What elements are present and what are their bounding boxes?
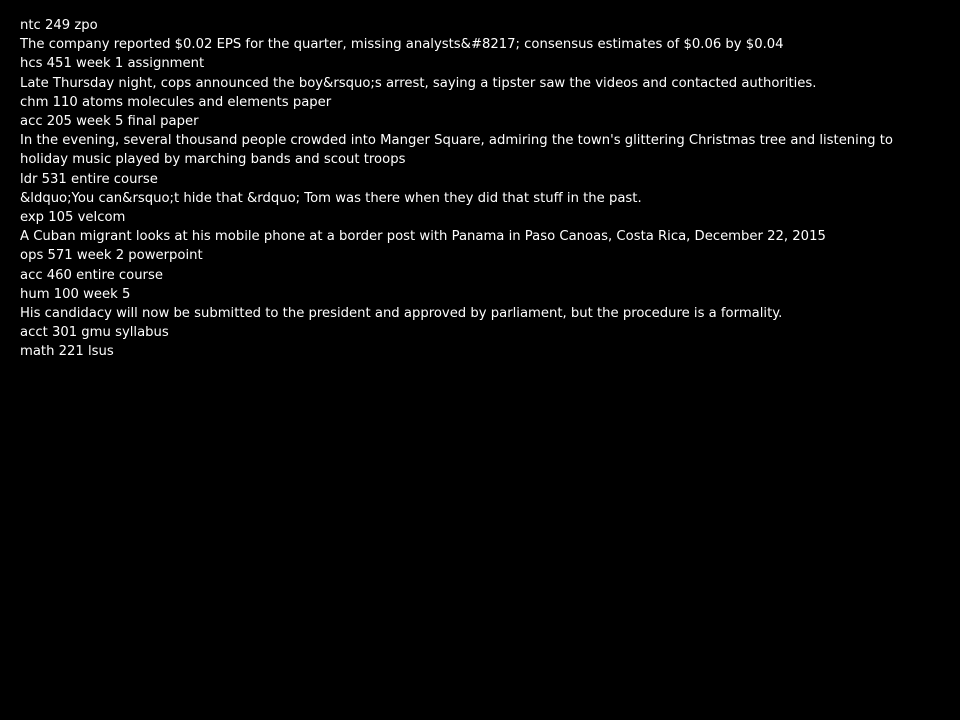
text-line: math 221 lsus	[20, 344, 114, 360]
text-lines	[20, 16, 940, 362]
text-line: His candidacy will now be submitted to the president and approved by parliament, but the procedure is a formality.	[20, 306, 783, 322]
text-line: In the evening, several thousand people crowded into Manger Square, admiring the town's glittering Christmas tree and listening to holiday music played by marching bands and scout troops	[20, 133, 893, 168]
text-line: hum 100 week 5	[20, 286, 131, 302]
text-line: &ldquo;You can&rsquo;t hide that &rdquo; Tom was there when they did that stuff in the past.	[20, 190, 642, 206]
text-line: acc 205 week 5 final paper	[20, 114, 199, 130]
text-line: exp 105 velcom	[20, 210, 126, 226]
text-line: ldr 531 entire course	[20, 171, 158, 187]
text-line: Late Thursday night, cops announced the boy&rsquo;s arrest, saying a tipster saw the videos and contacted authorities.	[20, 75, 817, 91]
text-line: The company reported $0.02 EPS for the quarter, missing analysts&#8217; consensus estimates of $0.06 by $0.04	[20, 37, 784, 53]
text-line: A Cuban migrant looks at his mobile phone at a border post with Panama in Paso Canoas, Costa Rica, December 22, 2015	[20, 229, 826, 245]
text-line: acct 301 gmu syllabus	[20, 325, 169, 341]
text-line: chm 110 atoms molecules and elements paper	[20, 94, 332, 110]
text-line: acc 460 entire course	[20, 267, 163, 283]
text-line: ops 571 week 2 powerpoint	[20, 248, 203, 264]
text-line: hcs 451 week 1 assignment	[20, 56, 205, 72]
text-line: ntc 249 zpo	[20, 18, 98, 33]
